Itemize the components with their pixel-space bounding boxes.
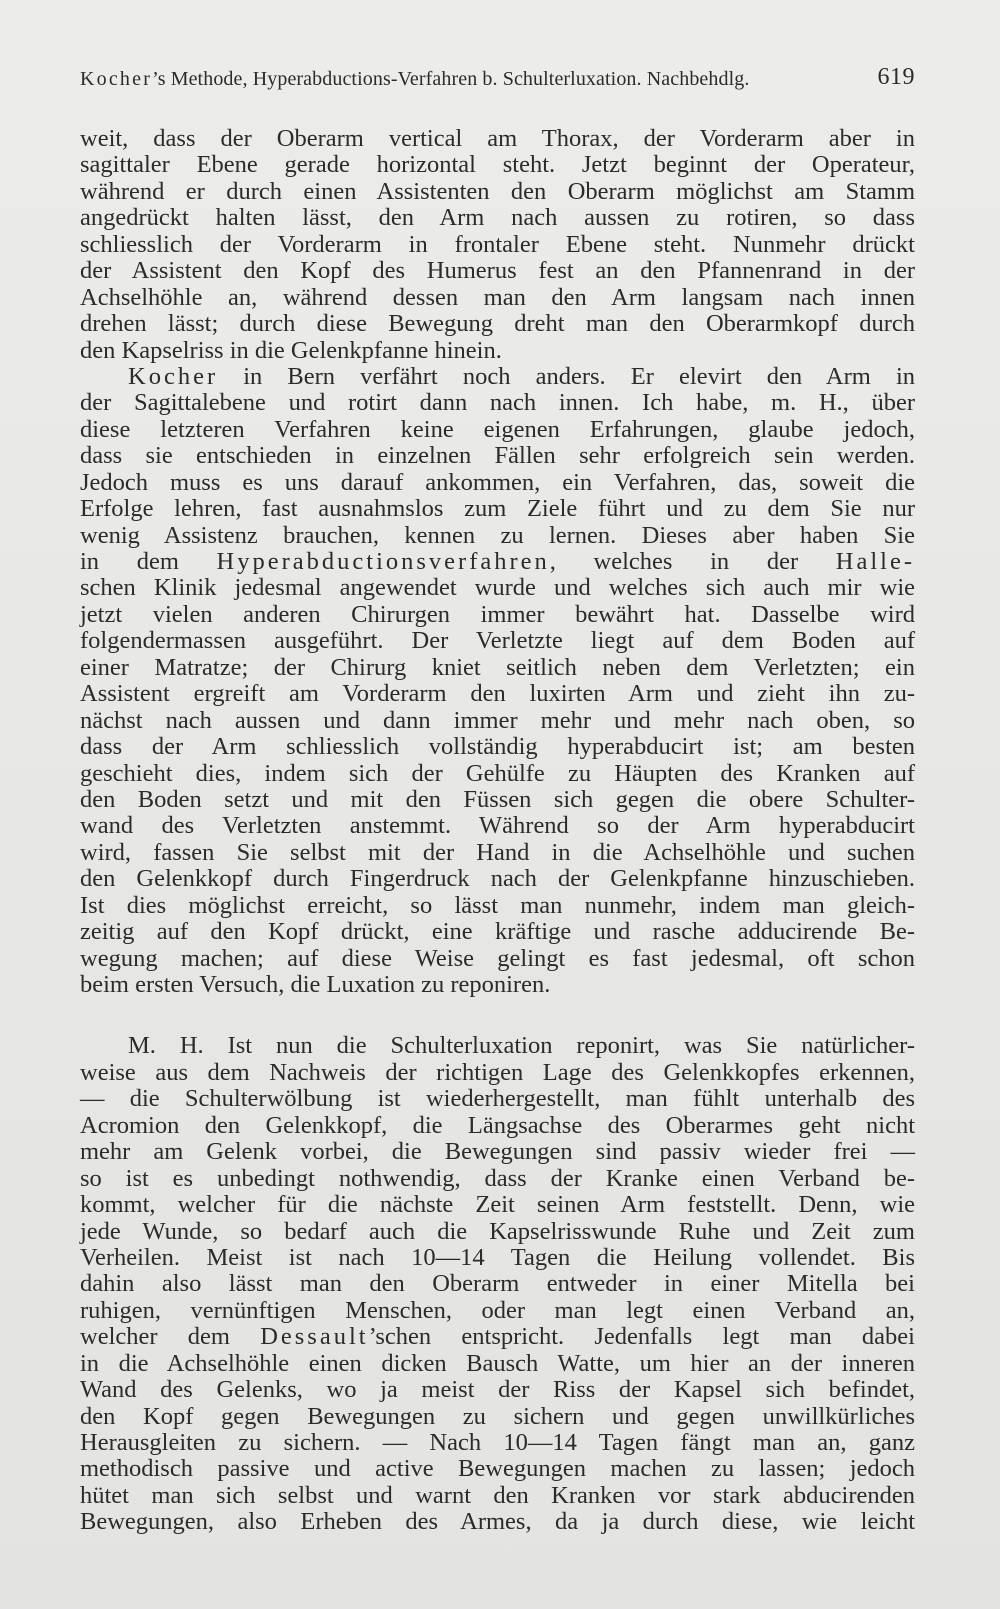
text-line: dass sie entschieden in einzelnen Fällen sehr erfolgreich sein werden. bbox=[80, 442, 915, 470]
text-line: jetzt vielen anderen Chirurgen immer bewährt hat. Dasselbe wird bbox=[80, 600, 915, 628]
text-line: schen Klinik jedesmal angewendet wurde und welches sich auch mir wie bbox=[80, 574, 915, 602]
text-line: den Boden setzt und mit den Füssen sich gegen die obere Schulter- bbox=[80, 785, 915, 813]
text-line: dahin also lässt man den Oberarm entweder in einer Mitella bei bbox=[80, 1270, 915, 1298]
text-line: Ist dies möglichst erreicht, so lässt man nunmehr, indem man gleich- bbox=[80, 891, 915, 919]
text-line: angedrückt halten lässt, den Arm nach aussen zu rotiren, so dass bbox=[80, 204, 915, 232]
text-line: beim ersten Versuch, die Luxation zu reponiren. bbox=[80, 971, 551, 998]
text-line: jede Wunde, so bedarf auch die Kapselrisswunde Ruhe und Zeit zum bbox=[80, 1217, 915, 1245]
text-line: Achselhöhle an, während dessen man den Arm langsam nach innen bbox=[80, 283, 915, 311]
text-line: den Gelenkkopf durch Fingerdruck nach der Gelenkpfanne hinzuschieben. bbox=[80, 865, 915, 893]
text-line: in dem Hyperabductionsverfahren, welches in der Halle- bbox=[80, 548, 915, 575]
text-line: folgendermassen ausgeführt. Der Verletzte liegt auf dem Boden auf bbox=[80, 627, 915, 655]
text-line: schliesslich der Vorderarm in frontaler Ebene steht. Nunmehr drückt bbox=[80, 230, 915, 258]
text-line: Kocher in Bern verfährt noch anders. Er elevirt den Arm in bbox=[128, 362, 915, 390]
text-line: so ist es unbedingt nothwendig, dass der Kranke einen Verband be- bbox=[80, 1164, 915, 1192]
text-line: ruhigen, vernünftigen Menschen, oder man legt einen Verband an, bbox=[80, 1296, 915, 1324]
header-author: Kocher bbox=[80, 68, 153, 90]
text-line: in die Achselhöhle einen dicken Bausch Watte, um hier an der inneren bbox=[80, 1349, 915, 1377]
text-line: Bewegungen, also Erheben des Armes, da ja durch diese, wie leicht bbox=[80, 1508, 915, 1536]
text-line: Jedoch muss es uns darauf ankommen, ein Verfahren, das, soweit die bbox=[80, 468, 915, 496]
text-line: welcher dem Dessault’schen entspricht. Jedenfalls legt man dabei bbox=[80, 1323, 915, 1351]
text-line: nächst nach aussen und dann immer mehr und mehr nach oben, so bbox=[80, 706, 915, 734]
text-line: einer Matratze; der Chirurg kniet seitlich neben dem Verletzten; ein bbox=[80, 653, 915, 681]
text-line: während er durch einen Assistenten den Oberarm möglichst am Stamm bbox=[80, 177, 915, 205]
header-title: ’s Methode, Hyperabductions-Verfahren b. Schulterluxation. Nachbehdlg. bbox=[152, 68, 750, 90]
text-line: wenig Assistenz brauchen, kennen zu lernen. Dieses aber haben Sie bbox=[80, 521, 915, 549]
text-line: der Assistent den Kopf des Humerus fest an den Pfannenrand in der bbox=[80, 257, 915, 285]
text-line: den Kopf gegen Bewegungen zu sichern und gegen unwillkürliches bbox=[80, 1402, 915, 1430]
text-line: drehen lässt; durch diese Bewegung dreht man den Oberarmkopf durch bbox=[80, 310, 915, 338]
text-line: den Kapselriss in die Gelenkpfanne hinein. bbox=[80, 336, 502, 364]
text-line: Assistent ergreift am Vorderarm den luxirten Arm und zieht ihn zu- bbox=[80, 680, 915, 708]
text-line: Verheilen. Meist ist nach 10—14 Tagen die Heilung vollendet. Bis bbox=[80, 1243, 915, 1271]
text-line: kommt, welcher für die nächste Zeit seinen Arm feststellt. Denn, wie bbox=[80, 1191, 915, 1219]
page-number: 619 bbox=[877, 64, 915, 90]
text-line: wand des Verletzten anstemmt. Während so der Arm hyperabducirt bbox=[80, 812, 915, 840]
running-header bbox=[80, 66, 915, 92]
text-line: weit, dass der Oberarm vertical am Thorax, der Vorderarm aber in bbox=[80, 125, 915, 152]
paragraph-gap bbox=[80, 998, 915, 1033]
text-line: wegung machen; auf diese Weise gelingt es fast jedesmal, oft schon bbox=[80, 944, 915, 972]
text-line: M. H. Ist nun die Schulterluxation reponirt, was Sie natürlicher- bbox=[128, 1032, 915, 1060]
text-line: diese letzteren Verfahren keine eigenen Erfahrungen, glaube jedoch, bbox=[80, 415, 915, 443]
text-line: dass der Arm schliesslich vollständig hyperabducirt ist; am besten bbox=[80, 733, 915, 761]
text-line: Erfolge lehren, fast ausnahmslos zum Ziele führt und zu dem Sie nur bbox=[80, 495, 915, 523]
text-line: sagittaler Ebene gerade horizontal steht. Jetzt beginnt der Operateur, bbox=[80, 151, 915, 179]
text-line: zeitig auf den Kopf drückt, eine kräftige und rasche adducirende Be- bbox=[80, 918, 915, 946]
text-line: hütet man sich selbst und warnt den Kranken vor stark abducirenden bbox=[80, 1481, 915, 1509]
text-line: wird, fassen Sie selbst mit der Hand in die Achselhöhle und suchen bbox=[80, 838, 915, 866]
text-line: Acromion den Gelenkkopf, die Längsachse des Oberarmes geht nicht bbox=[80, 1111, 915, 1139]
text-line: weise aus dem Nachweis der richtigen Lage des Gelenkkopfes erkennen, bbox=[80, 1058, 915, 1086]
text-line: — die Schulterwölbung ist wiederhergestellt, man fühlt unterhalb des bbox=[80, 1085, 915, 1113]
text-line: mehr am Gelenk vorbei, die Bewegungen sind passiv wieder frei — bbox=[80, 1138, 915, 1166]
text-line: der Sagittalebene und rotirt dann nach innen. Ich habe, m. H., über bbox=[80, 389, 915, 417]
text-line: geschieht dies, indem sich der Gehülfe zu Häupten des Kranken auf bbox=[80, 759, 915, 787]
text-line: Wand des Gelenks, wo ja meist der Riss der Kapsel sich befindet, bbox=[80, 1376, 915, 1404]
body-text bbox=[80, 126, 915, 1536]
text-line: Herausgleiten zu sichern. — Nach 10—14 Tagen fängt man an, ganz bbox=[80, 1429, 915, 1456]
text-line: methodisch passive und active Bewegungen machen zu lassen; jedoch bbox=[80, 1455, 915, 1483]
